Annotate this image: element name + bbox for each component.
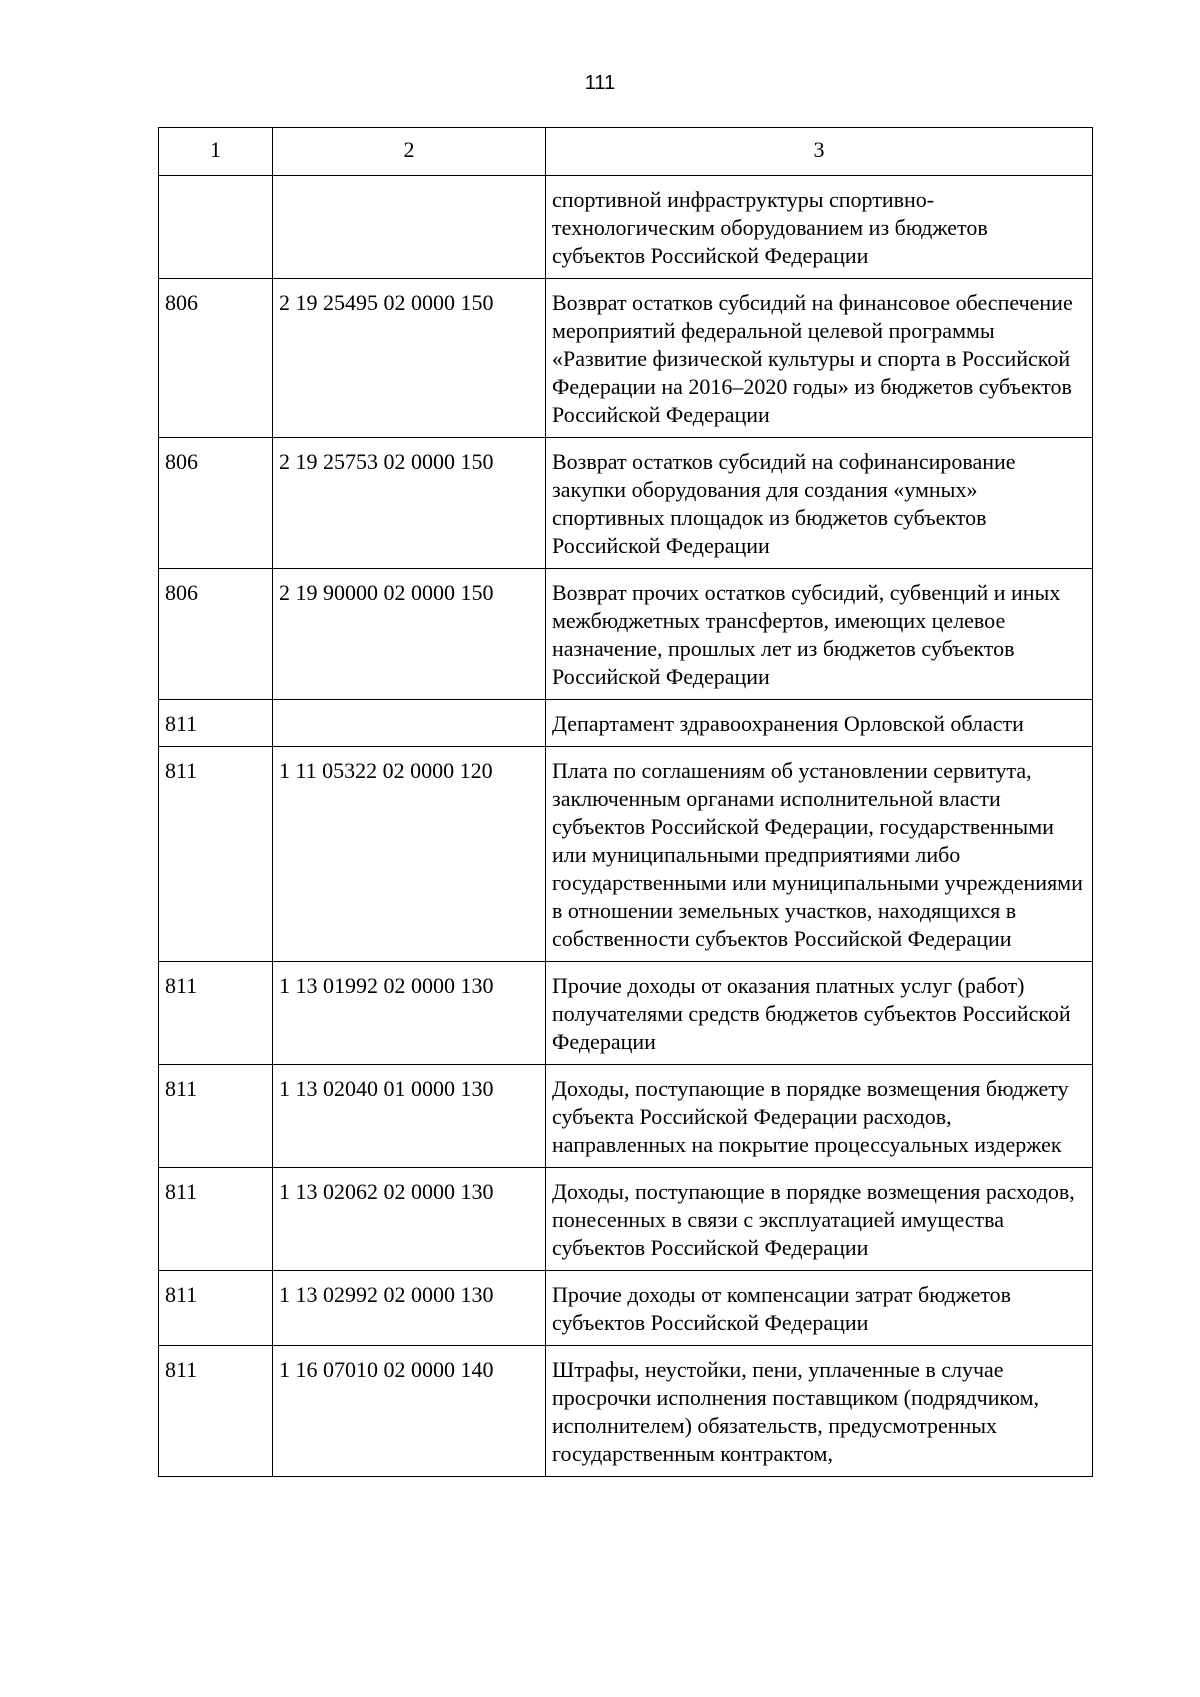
table-row xyxy=(159,1168,1093,1271)
column-header-1: 1 xyxy=(159,128,273,176)
revenue-name-cell: Плата по соглашениям об установлении сервитута, заключенным органами исполнительной власти субъектов Российской Федерации, государственными или муниципальными предприятиями либо государственными или муниципальными учреждениями в отношении земельных участков, находящихся в собственности субъектов Российской Федерации xyxy=(546,747,1093,962)
revenue-name-cell: Возврат остатков субсидий на софинансирование закупки оборудования для создания «умных» спортивных площадок из бюджетов субъектов Российской Федерации xyxy=(546,438,1093,569)
revenue-name-cell: Доходы, поступающие в порядке возмещения бюджету субъекта Российской Федерации расходов, направленных на покрытие процессуальных издержек xyxy=(546,1065,1093,1168)
revenue-name-cell: Прочие доходы от компенсации затрат бюджетов субъектов Российской Федерации xyxy=(546,1271,1093,1346)
table-header-row xyxy=(159,128,1093,176)
kbk-code-cell: 1 16 07010 02 0000 140 xyxy=(273,1346,546,1477)
admin-code-cell: 811 xyxy=(159,1271,273,1346)
admin-code-cell: 811 xyxy=(159,747,273,962)
page-number: 111 xyxy=(584,72,616,94)
admin-code-cell: 806 xyxy=(159,279,273,438)
table-row xyxy=(159,1271,1093,1346)
table-row xyxy=(159,438,1093,569)
admin-code-cell: 811 xyxy=(159,1065,273,1168)
kbk-code-cell xyxy=(273,176,546,279)
kbk-code-cell: 2 19 90000 02 0000 150 xyxy=(273,569,546,700)
table-row xyxy=(159,1065,1093,1168)
revenue-name-cell: Штрафы, неустойки, пени, уплаченные в случае просрочки исполнения поставщиком (подрядчиком, исполнителем) обязательств, предусмотренных государственным контрактом, xyxy=(546,1346,1093,1477)
kbk-code-cell: 1 13 01992 02 0000 130 xyxy=(273,962,546,1065)
table-row xyxy=(159,747,1093,962)
kbk-code-cell: 2 19 25495 02 0000 150 xyxy=(273,279,546,438)
kbk-code-cell: 1 13 02992 02 0000 130 xyxy=(273,1271,546,1346)
table-row xyxy=(159,569,1093,700)
kbk-code-cell: 1 13 02062 02 0000 130 xyxy=(273,1168,546,1271)
kbk-code-cell: 1 11 05322 02 0000 120 xyxy=(273,747,546,962)
admin-code-cell: 806 xyxy=(159,569,273,700)
admin-code-cell: 811 xyxy=(159,700,273,747)
revenue-name-cell: спортивной инфраструктуры спортивно-технологическим оборудованием из бюджетов субъектов Российской Федерации xyxy=(546,176,1093,279)
admin-code-cell: 811 xyxy=(159,1346,273,1477)
kbk-code-cell: 1 13 02040 01 0000 130 xyxy=(273,1065,546,1168)
admin-code-cell xyxy=(159,176,273,279)
column-header-3: 3 xyxy=(546,128,1093,176)
revenue-codes-table xyxy=(158,127,1093,1477)
revenue-name-cell: Департамент здравоохранения Орловской области xyxy=(546,700,1093,747)
column-header-2: 2 xyxy=(273,128,546,176)
revenue-name-cell: Возврат прочих остатков субсидий, субвенций и иных межбюджетных трансфертов, имеющих целевое назначение, прошлых лет из бюджетов субъектов Российской Федерации xyxy=(546,569,1093,700)
table-row xyxy=(159,1346,1093,1477)
kbk-code-cell: 2 19 25753 02 0000 150 xyxy=(273,438,546,569)
revenue-name-cell: Прочие доходы от оказания платных услуг (работ) получателями средств бюджетов субъектов Российской Федерации xyxy=(546,962,1093,1065)
kbk-code-cell xyxy=(273,700,546,747)
admin-code-cell: 806 xyxy=(159,438,273,569)
table-row xyxy=(159,279,1093,438)
admin-code-cell: 811 xyxy=(159,1168,273,1271)
table-row xyxy=(159,962,1093,1065)
revenue-name-cell: Доходы, поступающие в порядке возмещения расходов, понесенных в связи с эксплуатацией имущества субъектов Российской Федерации xyxy=(546,1168,1093,1271)
table-row xyxy=(159,176,1093,279)
admin-code-cell: 811 xyxy=(159,962,273,1065)
table-row xyxy=(159,700,1093,747)
revenue-name-cell: Возврат остатков субсидий на финансовое обеспечение мероприятий федеральной целевой программы «Развитие физической культуры и спорта в Российской Федерации на 2016–2020 годы» из бюджетов субъектов Российской Федерации xyxy=(546,279,1093,438)
